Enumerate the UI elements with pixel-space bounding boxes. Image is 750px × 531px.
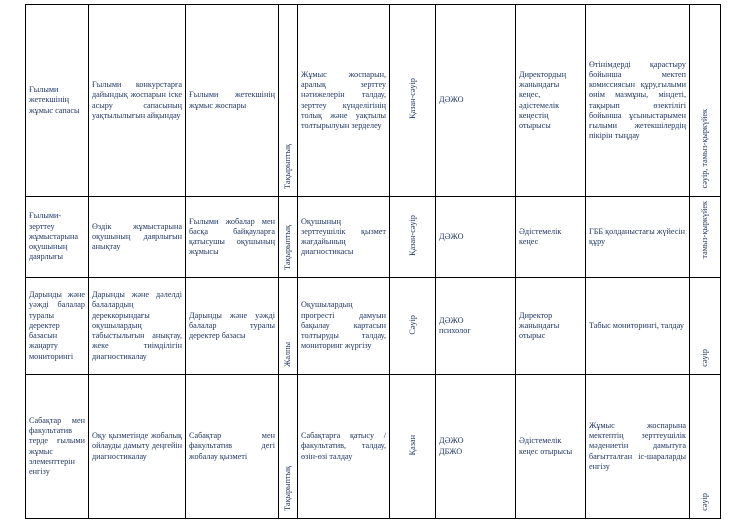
table-row bbox=[26, 5, 721, 197]
responsible-line: психолог bbox=[439, 326, 471, 335]
deadline-cell bbox=[390, 375, 436, 519]
control-subject-cell: Ғылыми жобалар мен басқа байқауларға қатысушы оқушының жұмысы bbox=[186, 197, 279, 278]
deadline-text: Қазан-сәуір bbox=[407, 214, 417, 256]
control-goal-cell: Дарынды және дәлелді балалардың дереккорындағы оқушылардың табыстылығын анықтау, жеке тиімділігін диагностикалау bbox=[89, 278, 186, 375]
control-type-text: Тақырыптық bbox=[283, 143, 292, 189]
repeat-control-text: сәуір bbox=[700, 349, 709, 367]
responsible-cell: ДӘЖО bbox=[436, 5, 516, 197]
repeat-control-cell bbox=[690, 5, 721, 197]
repeat-control-cell bbox=[690, 375, 721, 519]
control-plan-table bbox=[25, 4, 721, 519]
deadline-text: Қазан bbox=[407, 434, 417, 456]
management-decision-cell: ГББ қолданыстағы жүйесін құру bbox=[586, 197, 690, 278]
review-place-cell: Директордың жанындағы кеңес, әдістемелік кеңестің отырысы bbox=[516, 5, 586, 197]
control-type-cell bbox=[279, 197, 298, 278]
responsible-cell: ДӘЖО bbox=[436, 197, 516, 278]
responsible-cell bbox=[436, 375, 516, 519]
table-row bbox=[26, 375, 721, 519]
review-place-cell: Әдістемелік кеңес bbox=[516, 197, 586, 278]
management-decision-cell: Өтінімдерді қарастыру бойынша мектеп комиссиясын құру,ғылыми өнім мазмұны, міндеті, тақырып өзектілігі бойынша ұсыныстарымен ғылыми жетекшілердің пікірін тыңдау bbox=[586, 5, 690, 197]
control-method-cell: Оқушылардың прогресті дамуын бақылау картасын толтыруды талдау, мониторинг жүргізу bbox=[298, 278, 390, 375]
control-method-cell: Сабақтарға қатысу / факультатив, талдау, өзін-өзі талдау bbox=[298, 375, 390, 519]
repeat-control-cell bbox=[690, 197, 721, 278]
control-object-cell: Дарынды және уәжді балалар туралы деректер базасын жаңарту мониторингі bbox=[26, 278, 89, 375]
deadline-text: Сәуір bbox=[407, 314, 417, 335]
control-type-text: Жалпы bbox=[283, 341, 292, 367]
control-goal-cell: Ғылыми конкурстарға дайындық жоспарын іске асыру сапасының уақтылылығын айқындау bbox=[89, 5, 186, 197]
management-decision-cell: Табыс мониторингі, талдау bbox=[586, 278, 690, 375]
control-goal-cell: Өздік жұмыстарына оқушының даярлығын анықтау bbox=[89, 197, 186, 278]
control-type-cell bbox=[279, 278, 298, 375]
control-goal-cell: Оқу қызметінде жобалық ойлауды дамыту деңгейін диагностикалау bbox=[89, 375, 186, 519]
deadline-cell bbox=[390, 197, 436, 278]
repeat-control-cell bbox=[690, 278, 721, 375]
review-place-cell: Директор жанындағы отырыс bbox=[516, 278, 586, 375]
control-method-cell: Оқушының зерттеушілік қызмет жағдайының диагностикасы bbox=[298, 197, 390, 278]
control-method-cell: Жұмыс жоспарын, аралық зерттеу нәтижелерін талдау, зерттеу күнделігінің толық және уақтылы толтырылуын зерделеу bbox=[298, 5, 390, 197]
control-subject-cell: Сабақтар мен факультатив дегі жобалау қызметі bbox=[186, 375, 279, 519]
review-place-cell: Әдістемелік кеңес отырысы bbox=[516, 375, 586, 519]
control-type-text: Тақырыптық bbox=[283, 465, 292, 511]
repeat-control-text: тамыз-қыркүйек bbox=[700, 201, 709, 259]
control-type-cell bbox=[279, 375, 298, 519]
responsible-line: ДӘЖО bbox=[439, 315, 464, 325]
responsible-line: ДӘЖО bbox=[439, 436, 464, 446]
control-object-cell: Сабақтар мен факультатив терде ғылыми жұмыс элементтерін енгізу bbox=[26, 375, 89, 519]
table-row bbox=[26, 197, 721, 278]
control-object-cell: Ғылыми-зерттеу жұмыстарына оқушының даярлығы bbox=[26, 197, 89, 278]
management-decision-cell: Жұмыс жоспарына мектептің зерттеушілік мәдениетін дамытуға бағытталған іс-шараларды енгізу bbox=[586, 375, 690, 519]
repeat-control-text: сәуір bbox=[700, 493, 709, 511]
control-type-cell bbox=[279, 5, 298, 197]
table-row bbox=[26, 278, 721, 375]
deadline-cell bbox=[390, 5, 436, 197]
deadline-text: Қазан-сәуір bbox=[407, 78, 417, 120]
control-subject-cell: Дарынды және уәжді балалар туралы деректер базасы bbox=[186, 278, 279, 375]
responsible-line: ДБЖО bbox=[439, 446, 463, 456]
control-subject-cell: Ғылыми жетекшінің жұмыс жоспары bbox=[186, 5, 279, 197]
deadline-cell bbox=[390, 278, 436, 375]
responsible-cell bbox=[436, 278, 516, 375]
control-type-text: Тақырыптық bbox=[283, 224, 292, 270]
repeat-control-text: сәуір, тамыз-қыркүйек bbox=[700, 109, 709, 189]
control-object-cell: Ғылыми жетекшінің жұмыс сапасы bbox=[26, 5, 89, 197]
